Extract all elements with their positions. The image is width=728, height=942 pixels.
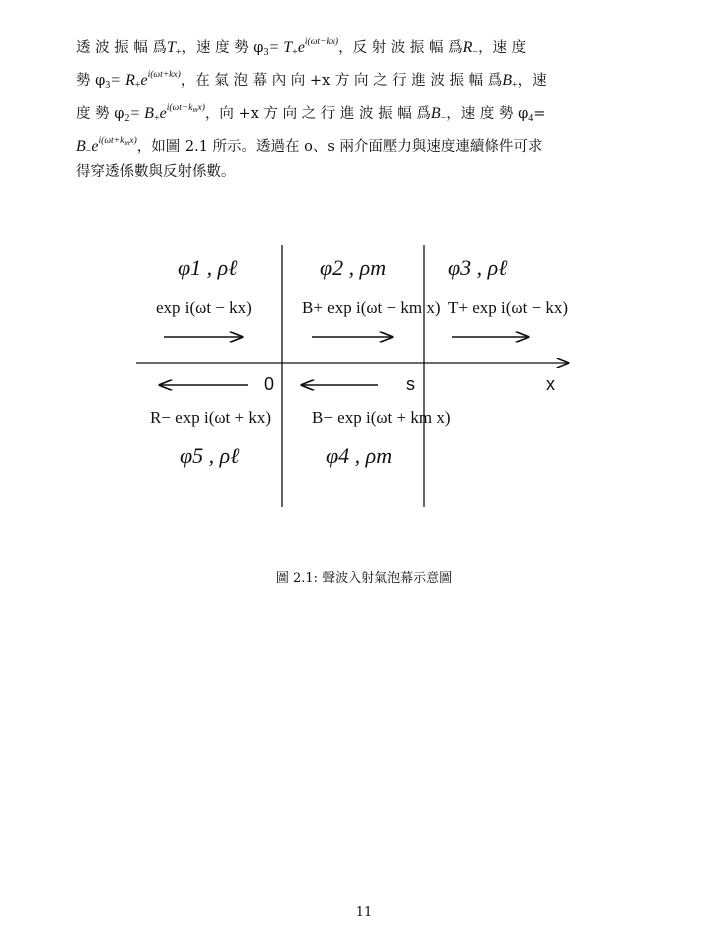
math-sub: + xyxy=(153,113,160,124)
label-upper-left: φ1 , ρℓ xyxy=(178,255,238,280)
math-e: e xyxy=(297,39,305,56)
text-run: ，速 度 xyxy=(478,40,527,56)
body-line-4 xyxy=(76,129,543,157)
math-sub: 3 xyxy=(263,47,269,58)
body-line-5 xyxy=(76,160,236,184)
figure-diagram xyxy=(130,235,590,515)
wave-bubble-backward: B− exp i(ωt + km x) xyxy=(312,408,451,427)
page-number: 11 xyxy=(355,905,373,920)
math-sub: 2 xyxy=(124,113,130,124)
math-sub: − xyxy=(472,47,479,58)
math-R: R xyxy=(462,39,473,56)
text-run: ，向 +x 方 向 之 行 進 波 振 幅 爲 xyxy=(204,106,431,122)
label-upper-right: φ3 , ρℓ xyxy=(448,255,508,280)
text-run: 透 波 振 幅 爲 xyxy=(76,40,167,56)
math-sup: x) xyxy=(197,103,205,113)
math-sub: − xyxy=(85,146,92,157)
math-sup: i(ωt−k xyxy=(166,103,193,113)
math-e: e xyxy=(159,105,167,122)
body-line-1 xyxy=(76,30,527,58)
math-sub: − xyxy=(440,113,447,124)
figure-caption: 圖 2.1: 聲波入射氣泡幕示意圖 xyxy=(275,571,453,586)
label-lower-left: φ5 , ρℓ xyxy=(180,443,240,468)
math-B: B xyxy=(430,105,441,122)
math-e: e xyxy=(91,138,99,155)
label-lower-middle: φ4 , ρm xyxy=(326,443,393,468)
math-sup-sub: m xyxy=(192,106,198,114)
math-sub: + xyxy=(512,80,518,91)
text-run: ，反 射 波 振 幅 爲 xyxy=(338,40,463,56)
wave-incident: exp i(ωt − kx) xyxy=(156,298,252,317)
axis-label-s: s xyxy=(406,374,415,394)
math-R: = R xyxy=(110,72,135,89)
text-run: 得穿透係數與反射係數。 xyxy=(76,164,236,180)
math-B: B xyxy=(502,72,513,89)
text-run: ，速 度 勢 φ xyxy=(446,106,529,122)
wave-transmitted: T+ exp i(ωt − kx) xyxy=(448,298,569,317)
axis-label-origin: 0 xyxy=(264,374,275,394)
body-line-2 xyxy=(76,63,547,91)
text-run: 度 勢 φ xyxy=(76,106,125,122)
math-sub: + xyxy=(134,80,141,91)
math-sup: i(ωt+kx) xyxy=(147,70,181,80)
math-B: B xyxy=(76,138,86,155)
math-sub: + xyxy=(175,47,182,58)
text-run: ，在 氣 泡 幕 內 向 +x 方 向 之 行 進 波 振 幅 爲 xyxy=(180,73,503,89)
label-upper-middle: φ2 , ρm xyxy=(320,255,387,280)
text-run: = xyxy=(533,106,546,122)
axis-label-x: x xyxy=(546,374,555,394)
wave-bubble-forward: B+ exp i(ωt − km x) xyxy=(302,298,441,317)
wave-reflected: R− exp i(ωt + kx) xyxy=(150,408,272,427)
math-sub: + xyxy=(292,47,298,58)
math-sup: i(ωt−kx) xyxy=(304,37,339,47)
math-T: = T xyxy=(268,39,293,56)
math-sup: x) xyxy=(129,136,137,146)
math-sub: 3 xyxy=(105,80,111,91)
math-e: e xyxy=(140,72,148,89)
text-run: 勢 φ xyxy=(76,73,106,89)
math-sup: i(ωt+k xyxy=(98,136,125,146)
math-sub: 4 xyxy=(528,113,534,124)
text-run: ，速 度 勢 φ xyxy=(181,40,264,56)
body-line-3 xyxy=(76,96,546,124)
figure-bubble-curtain xyxy=(130,235,590,515)
math-sup-sub: m xyxy=(124,139,130,147)
text-run: ，如圖 2.1 所示。透過在 o、s 兩介面壓力與速度連續條件可求 xyxy=(136,139,543,155)
math-B: = B xyxy=(129,105,154,122)
text-run: ，速 xyxy=(517,73,547,89)
math-T: T xyxy=(166,39,176,56)
